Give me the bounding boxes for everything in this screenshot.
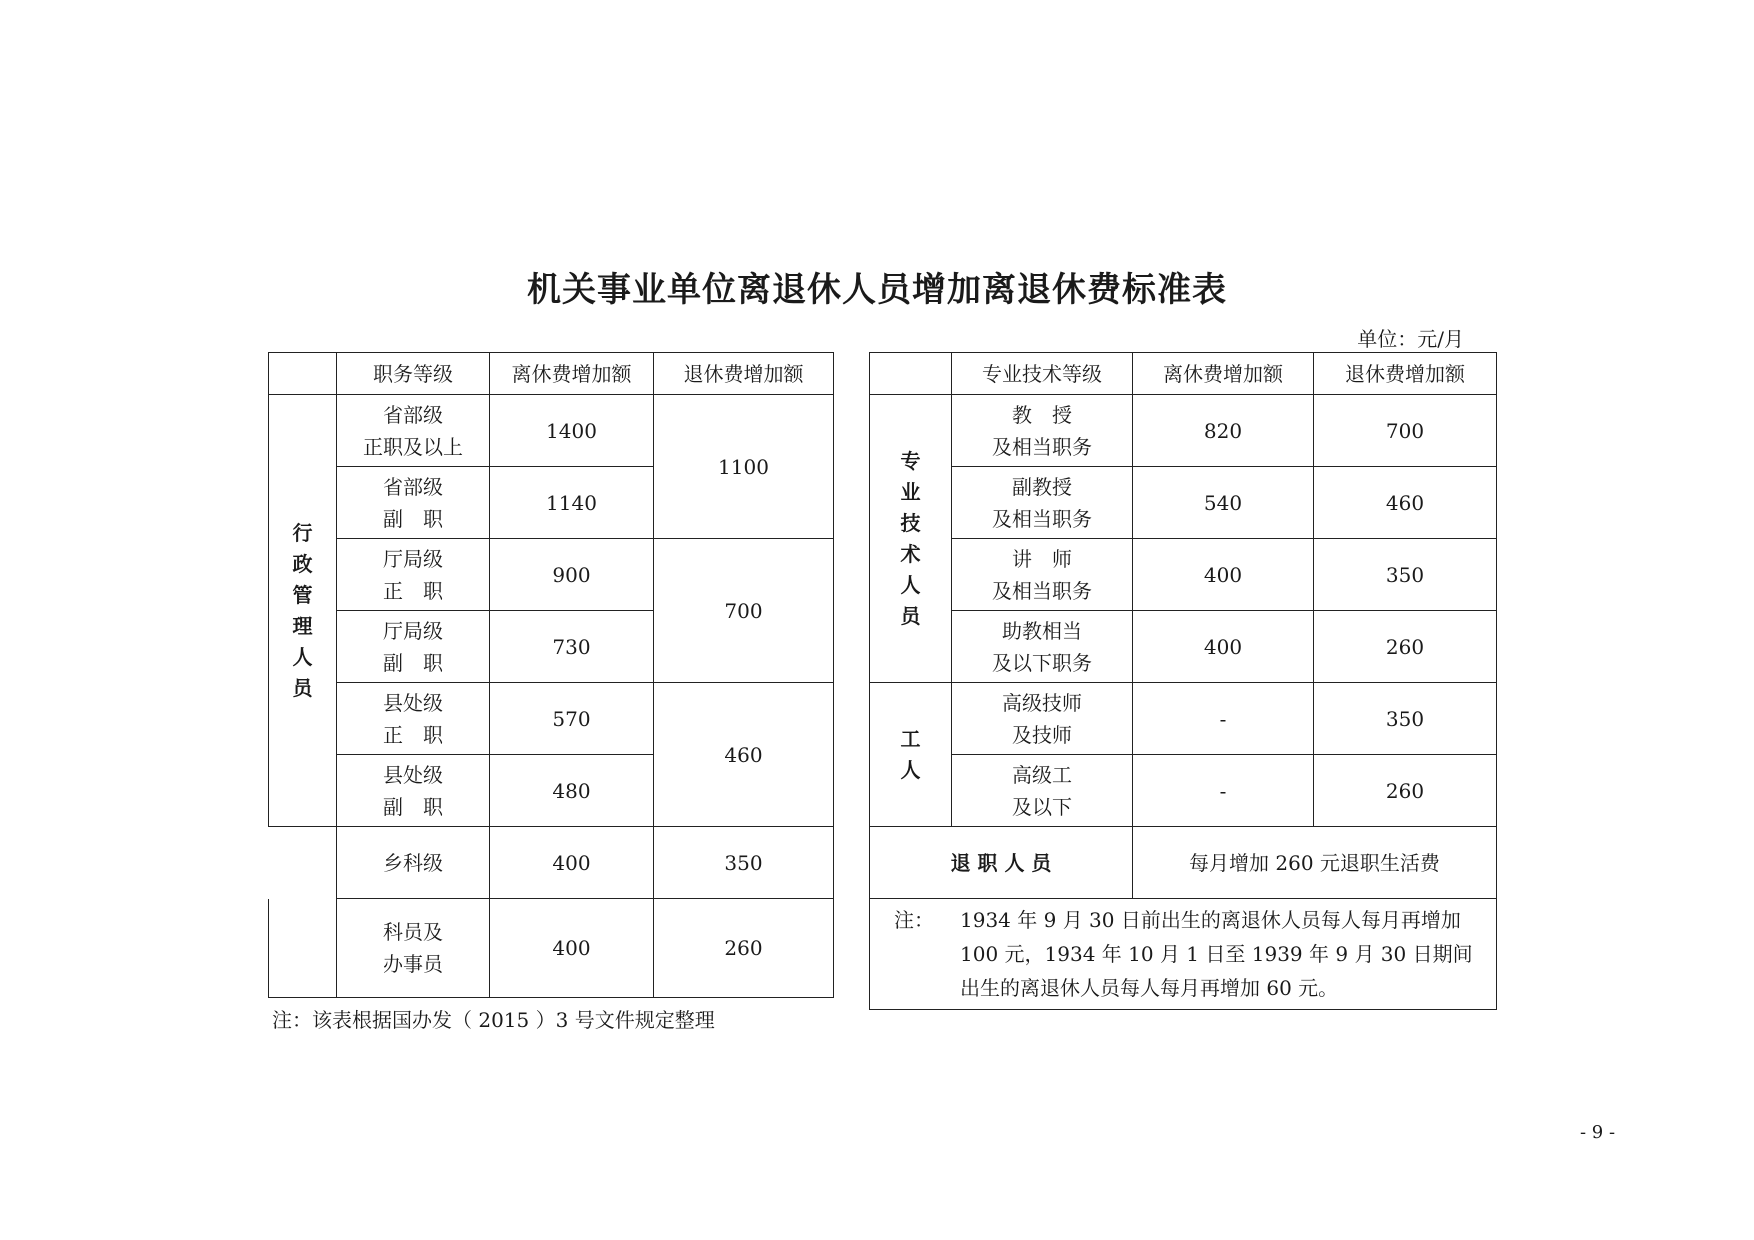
category-tech — [870, 395, 952, 683]
table-row — [269, 683, 834, 755]
note-text: 1934 年 9 月 30 日前出生的离退休人员每人每月再增加 100 元，1934 年 10 月 1 日至 1939 年 9 月 30 日期间出生的离退休人员每人每月再增加 60 元。 — [960, 908, 1473, 1000]
header-cell: 职务等级 — [337, 353, 490, 395]
category-admin — [269, 395, 337, 827]
table-row — [870, 395, 1497, 467]
category-char: 人 — [900, 572, 921, 597]
category-char: 工 — [900, 726, 921, 751]
level-cell: 副教授 及相当职务 — [952, 467, 1133, 539]
level-cell: 厅局级 正 职 — [337, 539, 490, 611]
category-char: 技 — [900, 510, 921, 535]
lixiu-cell: 400 — [1133, 539, 1314, 611]
header-cell — [870, 353, 952, 395]
level-cell: 助教相当 及以下职务 — [952, 611, 1133, 683]
page-number: - 9 - — [1580, 1122, 1616, 1143]
lixiu-cell: - — [1133, 683, 1314, 755]
tech-staff-table — [869, 352, 1497, 1010]
lixiu-cell: 400 — [1133, 611, 1314, 683]
category-char: 业 — [900, 479, 921, 504]
lixiu-cell: 900 — [490, 539, 654, 611]
category-char: 专 — [900, 448, 921, 473]
lixiu-cell: 1140 — [490, 467, 654, 539]
level-cell: 高级技师 及技师 — [952, 683, 1133, 755]
level-cell: 县处级 正 职 — [337, 683, 490, 755]
footnote: 注：该表根据国办发（ 2015 ）3 号文件规定整理 — [272, 1008, 715, 1032]
header-cell: 退休费增加额 — [654, 353, 834, 395]
blank-cell — [269, 827, 337, 899]
lixiu-cell: - — [1133, 755, 1314, 827]
category-char: 术 — [900, 541, 921, 566]
header-cell — [269, 353, 337, 395]
lixiu-cell: 820 — [1133, 395, 1314, 467]
lixiu-cell: 540 — [1133, 467, 1314, 539]
level-cell: 省部级 副 职 — [337, 467, 490, 539]
table-row — [870, 611, 1497, 683]
level-cell: 讲 师 及相当职务 — [952, 539, 1133, 611]
lixiu-cell: 1400 — [490, 395, 654, 467]
table-row — [269, 899, 834, 998]
table-row — [269, 827, 834, 899]
lixiu-cell: 570 — [490, 683, 654, 755]
tuixiu-cell: 350 — [1314, 539, 1497, 611]
level-cell: 省部级 正职及以上 — [337, 395, 490, 467]
category-char: 理 — [292, 613, 313, 638]
lixiu-cell: 730 — [490, 611, 654, 683]
lixiu-cell: 400 — [490, 899, 654, 998]
table-row — [870, 539, 1497, 611]
header-cell: 离休费增加额 — [1133, 353, 1314, 395]
tuixiu-cell: 460 — [1314, 467, 1497, 539]
header-cell: 退休费增加额 — [1314, 353, 1497, 395]
lixiu-cell: 480 — [490, 755, 654, 827]
category-char: 人 — [292, 644, 313, 669]
header-cell: 离休费增加额 — [490, 353, 654, 395]
category-char: 人 — [900, 757, 921, 782]
table-row — [269, 539, 834, 611]
level-cell: 高级工 及以下 — [952, 755, 1133, 827]
tuixiu-cell: 700 — [1314, 395, 1497, 467]
admin-staff-table — [268, 352, 834, 998]
tuixiu-cell: 460 — [654, 683, 834, 827]
category-char: 员 — [900, 603, 921, 628]
lixiu-cell: 400 — [490, 827, 654, 899]
level-cell: 县处级 副 职 — [337, 755, 490, 827]
tuixiu-cell: 260 — [1314, 755, 1497, 827]
table-header-row — [269, 353, 834, 395]
category-char: 管 — [292, 582, 313, 607]
table-row — [870, 683, 1497, 755]
category-char: 政 — [292, 551, 313, 576]
tuixiu-cell: 350 — [1314, 683, 1497, 755]
table-row — [870, 467, 1497, 539]
tuixiu-cell: 260 — [1314, 611, 1497, 683]
header-cell: 专业技术等级 — [952, 353, 1133, 395]
table-row — [870, 755, 1497, 827]
level-cell: 乡科级 — [337, 827, 490, 899]
table-header-row — [870, 353, 1497, 395]
level-cell: 科员及 办事员 — [337, 899, 490, 998]
retired-value: 每月增加 260 元退职生活费 — [1133, 827, 1497, 899]
level-cell: 厅局级 副 职 — [337, 611, 490, 683]
table-row — [269, 395, 834, 467]
tuixiu-cell: 350 — [654, 827, 834, 899]
unit-label: 单位：元/月 — [1357, 327, 1464, 351]
level-cell: 教 授 及相当职务 — [952, 395, 1133, 467]
category-char: 员 — [292, 675, 313, 700]
category-worker — [870, 683, 952, 827]
table-row — [870, 899, 1497, 1010]
category-char: 行 — [292, 520, 313, 545]
tuixiu-cell: 1100 — [654, 395, 834, 539]
page-title: 机关事业单位离退休人员增加离退休费标准表 — [527, 270, 1227, 310]
table-row — [870, 827, 1497, 899]
retired-label: 退 职 人 员 — [870, 827, 1133, 899]
tuixiu-cell: 260 — [654, 899, 834, 998]
blank-cell — [269, 899, 337, 998]
tuixiu-cell: 700 — [654, 539, 834, 683]
note-cell — [870, 899, 1497, 1010]
note-label: 注： — [894, 908, 934, 932]
